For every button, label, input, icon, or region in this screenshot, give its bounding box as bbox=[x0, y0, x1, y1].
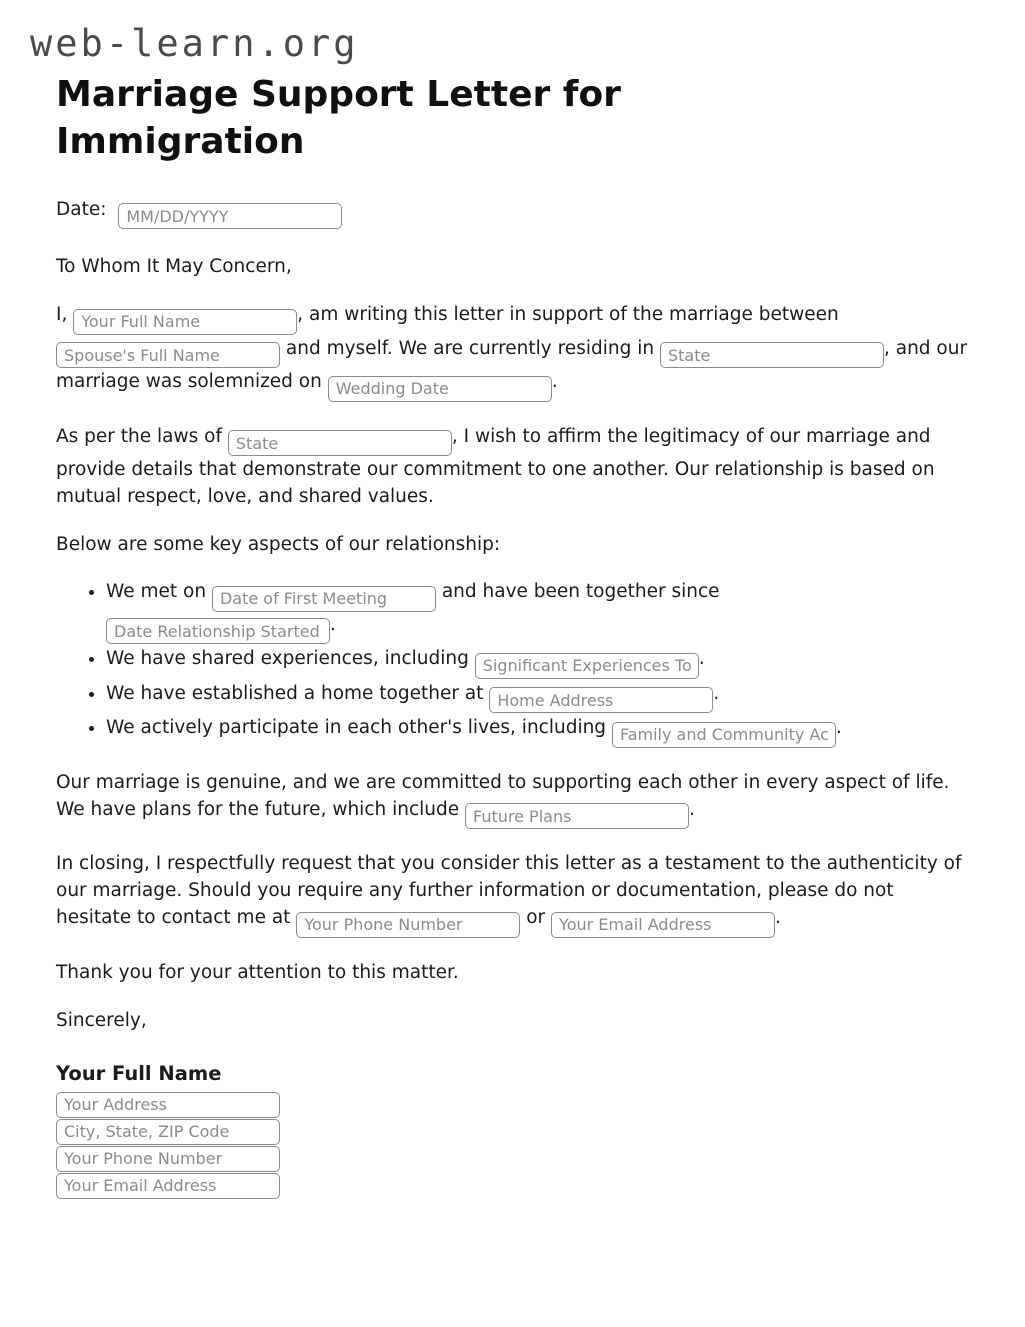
relationship-started-date-input[interactable] bbox=[106, 618, 330, 644]
closing-text-1: In closing, I respectfully request that you consider this letter as a testament to the authenticity of our marriage. Should you require any further information or documentation, please do not hesitate to contact me at bbox=[56, 853, 962, 929]
paragraph-intro bbox=[56, 301, 970, 402]
paragraph-thanks: Thank you for your attention to this matter. bbox=[56, 961, 459, 983]
closing-text-3: . bbox=[775, 907, 781, 929]
first-meeting-date-input[interactable] bbox=[212, 586, 436, 612]
contact-email-input[interactable] bbox=[551, 912, 775, 938]
page-title: Marriage Support Letter for Immigration bbox=[56, 73, 621, 163]
contact-phone-input[interactable] bbox=[296, 912, 520, 938]
closing-text-2: or bbox=[526, 907, 546, 929]
signature-name: Your Full Name bbox=[56, 1061, 222, 1085]
list-item-participate bbox=[106, 715, 936, 748]
participate-text-1: We actively participate in each other's lives, including bbox=[106, 717, 607, 739]
list-item-met bbox=[106, 579, 936, 644]
wedding-date-input[interactable] bbox=[328, 376, 552, 402]
home-text-2: . bbox=[713, 682, 720, 704]
signature-block bbox=[56, 1062, 970, 1199]
your-full-name-input[interactable] bbox=[73, 309, 297, 335]
aspects-list bbox=[56, 579, 970, 748]
paragraph-genuine bbox=[56, 769, 970, 830]
met-text-3: . bbox=[330, 613, 336, 635]
list-item-experiences bbox=[106, 646, 936, 679]
experiences-text-2: . bbox=[698, 648, 705, 670]
genuine-text-1: Our marriage is genuine, and we are committed to supporting each other in every aspect of life. We have plans for the future, which include bbox=[56, 771, 950, 820]
site-name: web-learn.org bbox=[30, 22, 359, 65]
intro-text-1: I, bbox=[56, 304, 68, 326]
intro-text-2: , am writing this letter in support of the marriage between bbox=[297, 304, 839, 326]
salutation: To Whom It May Concern, bbox=[56, 256, 292, 278]
paragraph-sincerely: Sincerely, bbox=[56, 1009, 147, 1031]
residing-state-input[interactable] bbox=[660, 342, 884, 368]
signature-city-state-zip-input[interactable] bbox=[56, 1119, 280, 1145]
participate-text-2: . bbox=[835, 717, 842, 739]
home-text-1: We have established a home together at bbox=[106, 682, 484, 704]
list-item-home bbox=[106, 681, 936, 714]
date-input[interactable] bbox=[118, 203, 342, 229]
laws-text-2: , I wish to affirm the legitimacy of our marriage and provide details that demonstrate our commitment to one another. Our relationship is based on mutual respect, love, and shared values. bbox=[56, 425, 935, 508]
home-address-input[interactable] bbox=[489, 687, 713, 713]
signature-address-input[interactable] bbox=[56, 1092, 280, 1118]
intro-text-3: and myself. We are currently residing in bbox=[285, 337, 655, 359]
paragraph-laws bbox=[56, 423, 970, 511]
met-text-1: We met on bbox=[106, 581, 207, 603]
date-row bbox=[56, 196, 970, 230]
intro-text-5: . bbox=[551, 371, 558, 393]
date-label: Date: bbox=[56, 198, 107, 220]
signature-phone-input[interactable] bbox=[56, 1146, 280, 1172]
paragraph-closing bbox=[56, 850, 970, 938]
experiences-text-1: We have shared experiences, including bbox=[106, 648, 469, 670]
aspects-intro: Below are some key aspects of our relationship: bbox=[56, 534, 501, 556]
met-text-2: and have been together since bbox=[441, 581, 720, 603]
laws-state-input[interactable] bbox=[228, 430, 452, 456]
laws-text-1: As per the laws of bbox=[56, 425, 222, 447]
spouse-full-name-input[interactable] bbox=[56, 342, 280, 368]
significant-experiences-input[interactable] bbox=[475, 653, 699, 679]
intro-text-4: , and our marriage was solemnized on bbox=[56, 337, 968, 393]
signature-email-input[interactable] bbox=[56, 1173, 280, 1199]
genuine-text-2: . bbox=[689, 798, 695, 820]
future-plans-input[interactable] bbox=[465, 803, 689, 829]
family-community-activities-input[interactable] bbox=[612, 722, 836, 748]
